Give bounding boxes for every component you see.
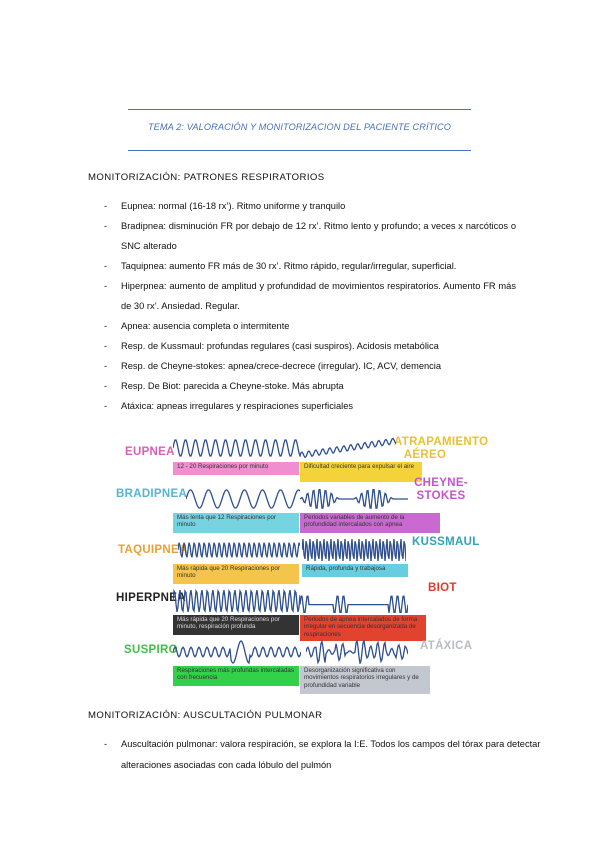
right-pattern-description-2: Rápida, profunda y trabajosa: [302, 564, 408, 577]
list-item: [104, 216, 516, 256]
list-item-text: Taquipnea: aumento FR más de 30 rx’. Ritmo rápido, regular/irregular, superficial.: [121, 261, 457, 271]
right-pattern-waveform-2: [302, 538, 406, 567]
list-item-text: Resp. de Cheyne-stokes: apnea/crece-decrece (irregular). IC, ACV, demencia: [121, 361, 442, 371]
list-dash: -: [104, 401, 108, 411]
list-item-text: Hiperpnea: aumento de amplitud y profundidad de movimientos respiratorios. Aumento FR más de 30 rx’. Ansiedad. Regular.: [121, 281, 516, 311]
right-pattern-label-3: BIOT: [428, 582, 457, 594]
right-pattern-description-0: Dificultad creciente para expulsar el aire: [300, 462, 422, 482]
left-pattern-label-3: HIPERPNEA: [116, 592, 186, 604]
list-item: [104, 256, 516, 276]
list-dash: -: [104, 221, 108, 231]
left-pattern-description-4: Respiraciones más profundas intercaladas con frecuencia: [173, 666, 299, 686]
list-item-text: Resp. De Biot: parecida a Cheyne-stoke. Más abrupta: [121, 381, 344, 391]
list-dash: -: [104, 381, 108, 391]
right-pattern-description-4: Desorganización significativa con movimientos respiratorios irregulares y de profundidad variable: [300, 666, 430, 694]
list-dash: -: [104, 341, 108, 351]
left-pattern-label-2: TAQUIPNEA: [118, 544, 188, 556]
respiratory-patterns-figure: [110, 432, 489, 690]
left-pattern-waveform-4: [173, 640, 301, 669]
list-item-text: Bradipnea: disminución FR por debajo de 12 rx’. Ritmo lento y profundo; a veces x narcóticos o SNC alterado: [121, 221, 516, 251]
list-dash: -: [104, 261, 108, 271]
list-item: [104, 276, 516, 316]
right-pattern-label-4: ATÁXICA: [420, 640, 473, 652]
left-pattern-label-0: EUPNEA: [125, 446, 175, 458]
respiratory-patterns-list: [104, 196, 516, 416]
header-rule-top: [128, 109, 471, 110]
left-pattern-waveform-1: [186, 487, 300, 516]
list-item: [104, 336, 516, 356]
list-item-text: Eupnea: normal (16-18 rx’). Ritmo uniforme y tranquilo: [121, 201, 346, 211]
auscultation-text: Auscultación pulmonar: valora respiración, se explora la I:E. Todos los campos del tórax para detectar alteraciones asociadas con cada lóbulo del pulmón: [121, 739, 541, 770]
left-pattern-label-1: BRADIPNEA: [116, 488, 188, 500]
list-dash: -: [104, 739, 108, 749]
list-dash: -: [104, 361, 108, 371]
left-pattern-waveform-3: [173, 589, 300, 618]
left-pattern-waveform-2: [178, 538, 300, 567]
list-item: [104, 316, 516, 336]
list-item-text: Apnea: ausencia completa o intermitente: [121, 321, 290, 331]
list-dash: -: [104, 281, 108, 291]
right-pattern-description-1: Periodos variables de aumento de la profundidad intercalados con apnea: [300, 513, 440, 533]
list-item: [104, 356, 516, 376]
list-item: [104, 396, 516, 416]
right-pattern-waveform-1: [300, 487, 408, 516]
left-pattern-label-4: SUSPIRO: [124, 644, 178, 656]
right-pattern-label-2: KUSSMAUL: [412, 536, 480, 548]
section-title-patrones: MONITORIZACIÓN: PATRONES RESPIRATORIOS: [88, 172, 325, 183]
list-dash: -: [104, 321, 108, 331]
left-pattern-description-0: 12 - 20 Respiraciones por minuto: [173, 462, 299, 475]
list-item: [104, 196, 516, 216]
list-dash: -: [104, 201, 108, 211]
left-pattern-description-2: Más rápida que 20 Respiraciones por minuto: [173, 564, 299, 584]
right-pattern-waveform-3: [300, 589, 408, 618]
header-rule-bottom: [128, 150, 471, 151]
right-pattern-waveform-0: [300, 436, 396, 465]
right-pattern-label-0: ATRAPAMIENTO AÉREO: [394, 436, 489, 461]
left-pattern-description-1: Más lenta que 12 Respiraciones por minuto: [173, 513, 299, 533]
right-pattern-waveform-4: [306, 640, 408, 669]
right-pattern-description-3: Periodos de apnea intercalados de forma irregular en secuencia desorganizada de respiraciones: [300, 615, 426, 641]
list-item-text: Resp. de Kussmaul: profundas regulares (casi suspiros). Acidosis metabólica: [121, 341, 439, 351]
list-item-text: Atáxica: apneas irregulares y respiraciones superficiales: [121, 401, 354, 411]
section-title-auscultacion: MONITORIZACIÓN: AUSCULTACIÓN PULMONAR: [88, 710, 323, 721]
document-header-title: TEMA 2: VALORACIÓN Y MONITORIZACION DEL PACIENTE CRÍTICO: [147, 122, 452, 132]
right-pattern-label-1: CHEYNE- STOKES: [414, 477, 468, 502]
auscultation-paragraph: [104, 734, 541, 776]
list-item: [104, 376, 516, 396]
left-pattern-description-3: Más rápida que 20 Respiraciones por minuto, respiración profunda: [173, 615, 299, 635]
left-pattern-waveform-0: [173, 436, 301, 465]
